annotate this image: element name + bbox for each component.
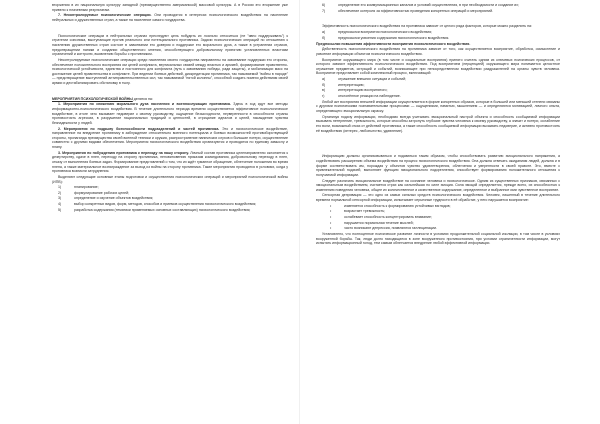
list-item-text: возрастает тревожность;	[344, 209, 386, 214]
list-item-text: интерпретацию;	[338, 82, 365, 87]
paragraph-text: Здесь в ход идут все методы информационно-психологического воздействия. В течение длительного периода времени осуществляется эффективное психологическое воздействие, в итоге чего вызывает недоверие к своему руководству, ощущение безысходности, неуверенности в способности страны противостоять агрессии, в разрушение национальных традиций и ценностей, в отрицание идеалов и целей, насаждение чувства безнадежности у людей.	[52, 102, 288, 125]
list-item	[52, 202, 288, 207]
list-item	[316, 36, 560, 41]
list-item	[316, 9, 560, 14]
subsection-heading: 1. Мероприятия по снижению морального духа населения и военнослужащих противника.	[58, 102, 231, 107]
list-marker: а)	[322, 77, 326, 82]
list-marker: 7)	[322, 8, 326, 13]
section-heading: 7. Неконтролируемые психологические операции.	[58, 13, 152, 18]
paragraph: Любой акт восприятия внешней информации осуществляется в форме конкретных образов, которые в большей или меньшей степени связаны с другими психическими познавательными процессами — ощущениями, памятью, мышлением — и определяются мотивацией, личного опыта, определяющего эмоциональную окраску.	[316, 99, 560, 113]
list-item	[316, 83, 560, 88]
list-item-text: разработка содержания (тематики применяемых основных составляющих) психологического воздействия;	[74, 207, 251, 212]
list-item	[316, 215, 560, 220]
spacer	[316, 14, 560, 24]
list-marker: в)	[322, 88, 326, 93]
bullet-icon: •	[330, 203, 332, 208]
list-item-text: отражение внешних ситуации и событий;	[338, 77, 407, 82]
subsection-heading: 3. Мероприятия по побуждению противника к переходу на нашу сторону.	[58, 150, 190, 155]
list-marker: 5)	[58, 207, 62, 212]
paragraph	[52, 151, 288, 174]
list-item	[316, 226, 560, 231]
paragraph	[52, 127, 288, 150]
list-marker: б)	[322, 82, 326, 87]
section-heading	[316, 42, 560, 47]
section-title-text: МЕРОПРИЯТИЯ ПСИХОЛОГИЧЕСКОЙ ВОЙНЫ	[52, 96, 133, 101]
paragraph: Организуя подачу информации, необходимо всегда учитывать эмоциональный настрой объекта и способность сообщаемой информации вызывать нетерпение, тревожность, которые способны затронуть глубокие чувства человека к своему руководству, а значит и потери, ослабление его воли, возможный отказ от действий противника, а также способность сообщаемой информации вызывать недоверие, и активно противостоять её воздействию (интерес, любопытство, удивление).	[316, 114, 560, 133]
paragraph: Следует различать эмоциональное воздействие на сознание человека и психологическое. Одним из существенных признаков, связанных с эмоциональным воздействием, считается страх как сильнейшая по силе эмоция. Сила эмоций определяется, прежде всего, их способностью к изменению поведения человека, общее их количественное и качественное содержание, определенное и выбранное ими чувственное восприятие.	[316, 178, 560, 192]
list-item-text: определение его коммуникационных каналов и условий осуществления, в при необходимости и создание их;	[338, 3, 520, 7]
factors-list	[316, 30, 560, 40]
bullet-icon: •	[330, 209, 332, 214]
paragraph-text: Они проводятся в интересах психологического воздействия на население нейтральных и дружественных стран, а также на население самого государства.	[52, 13, 288, 22]
paragraph: Эффективность психологического воздействия на противника зависит от целого ряда факторов, которые можно разделить на:	[322, 24, 532, 29]
section-heading-text: Предпосылки повышения эффективности восприятия психологического воздействия.	[316, 41, 471, 46]
subsection-heading: 2. Мероприятия по подрыву боеспособности подразделений и частей противника.	[58, 126, 220, 131]
paragraph: Психологические операции в нейтральных странах преследуют цель побудить их лояльно относиться (не "явно поддерживать") к стратегии союзника, выступающие против реального или потенциального противника. Задачи психологических операций по отношению к населению дружественных стран состоят в завоевании его доверия и поддержке его морального духа, а также в устранении страхов, предотвращении паники и создании общественного мнения, способствующего добровольному принятию установленных властями ограничений и контролю, выявлению борьбы с противником.	[52, 33, 288, 57]
paragraph: Выделяют следующие основные этапы подготовки и осуществления психологических операций и мероприятий психологической войны (ИПВ):	[52, 174, 288, 184]
list-item-text: обеспечение контроля за эффективностью проведения конкретных операций и мероприятий.	[338, 8, 494, 13]
list-item-text: отклонённое реакции на наблюдение.	[338, 94, 401, 99]
spacer	[52, 87, 288, 97]
list-item	[316, 209, 560, 214]
paragraph: Действенность психологического воздействия на противника зависит от того, как осуществляется восприятие, обработка, осмысление и усвоение информации объектом психологического воздействия.	[316, 47, 560, 56]
paragraph	[52, 13, 288, 22]
list-marker: 4)	[58, 202, 62, 207]
list-marker: г)	[322, 94, 325, 99]
list-marker: 3)	[58, 196, 62, 201]
list-item	[316, 77, 560, 82]
list-item-text: часто возникают депрессия, появляются галлюцинации.	[344, 226, 437, 231]
list-item	[52, 196, 288, 201]
list-item	[316, 3, 560, 8]
list-item	[316, 88, 560, 93]
list-item	[52, 208, 288, 213]
paragraph: Установлено, что полноценное психическое развитие личности в условиях продолжительной социальной изоляции, в том числе в условиях вооруженной борьбы. Так, люди долго находящиеся в зоне вооруженного противостояния, при условии ограниченности информации, могут испытать информационный голод, тем самым облегчается внедрение любой эффективной информации.	[316, 232, 560, 246]
stages-list-continued	[316, 3, 560, 13]
deprivation-effects-list	[316, 204, 560, 231]
list-item-text: изменяется способность к формированию устойчивых взглядов;	[344, 203, 451, 208]
stages-list	[52, 185, 288, 212]
list-marker: 2)	[58, 190, 62, 195]
list-item	[52, 185, 288, 190]
list-item-text: нарушается нормальная течение мыслей;	[344, 220, 414, 225]
list-item-text: определение и изучение объектов воздействия;	[74, 196, 154, 201]
paragraph-text: Это и психологическое воздействие, направленное на внедрение противнику в заблуждение относительно военного потенциала и боевых возможностей противоборствующей стороны, пропаганда преимущества своей военной техники и оружия, распространение панических слухов и большие потери, осуществление совместно с другими видами обеспечения. Мероприятия психологического воздействия организуются и проводятся по единому замыслу и плану.	[52, 126, 288, 149]
spacer	[52, 24, 288, 34]
bullet-icon: •	[330, 215, 332, 220]
paragraph: Неконтролируемые психологические операции среди населения своего государства направлены на завоевание поддержки его стороны, обеспечение положительного восприятия им целей конфликта, вертикальных связей между властью и армией, формирование нравственно-психологической устойчивости, единства и постоянного для конфликта (путь к завоеванию победы, ради защиты), и мобилизации масс на достижение целей правительства в конфликте. При ведении боевых действий, дискредитации противника, так называемой "войны в народе" — предотвращение выступлений антиправительственных сил, так называемой "пятой колонны", способной создать помехи действиям своей армии и дестабилизировать обстановку в тылу.	[52, 57, 288, 85]
list-item	[316, 221, 560, 226]
list-marker: 6)	[322, 3, 326, 7]
section-title	[52, 97, 288, 102]
right-page	[300, 0, 600, 424]
paragraph: Восприятие окружающего мира (в том числе и социальные восприятия) принято считать одним из ключевых психических процессов, от которого зависит эффективность психологического воздействия. Под восприятием (перцепцией) окружающего мира понимается целостное отражение предметов, ситуаций и событий, возникающее при непосредственном воздействии раздражителей на органы чувств человека. Восприятие представляет собой комплексный процесс, включающий:	[316, 57, 560, 76]
list-item-text: предпосылки усвоения содержания психологического воздействия.	[338, 35, 450, 40]
list-item-text: выбор конкретных видов, форм, методов, способов и приемов осуществления психологического воздействия;	[74, 202, 257, 207]
list-item-text: планирование;	[74, 185, 99, 190]
paragraph: вторжения в их национальную культуру западной (преимущественно американской) массовой культуры. А в России это вторжение уже привело к плачевным результатам.	[52, 3, 288, 12]
paragraph	[52, 102, 288, 125]
paragraph-text: Личный состав противника целенаправленно склоняется к дезертирству, сдаче в плен, переходу на сторону противника, неповиновению приказам командования, добровольному переходу в плен, отказу от выполнения боевых задач. Формирование представлений о том, что их ждёт гуманное обращение, облегчение положения во время плена, а также материальное вознаграждение за выход из войны на сторону противника. Такие мероприятия проводятся в условиях, когда у противника возникли затруднения.	[52, 150, 288, 174]
perception-list	[316, 77, 560, 98]
list-marker: б)	[322, 35, 326, 40]
list-item-text: формулирование рабочих целей;	[74, 190, 130, 195]
list-item	[316, 94, 560, 99]
bullet-icon: •	[330, 226, 332, 231]
list-item-text: интерпретацию воспринятого;	[338, 88, 388, 93]
section-title-tail: делятся на:	[132, 96, 153, 101]
bullet-icon: •	[330, 220, 332, 225]
spacer	[316, 134, 560, 154]
paragraph: Сенсорная депривация — это одно из самых сильных средств психологического воздействия. Человек, лишенный в течение длительного времени нормальной сенсорной информации, испытывает серьезные трудности в её обработке, у него нарушается восприятие:	[316, 193, 560, 203]
list-marker: a)	[322, 30, 326, 35]
list-item-text: ослабевает способность концентрировать внимание;	[344, 215, 432, 220]
list-item-text: предпосылки восприятия психологического воздействия;	[338, 30, 433, 35]
list-item	[52, 191, 288, 196]
paragraph: Информацию должны организовываться и подаваться таким образом, чтобы способствовать развитию эмоционального напряжения, а содействовать расширению объема воздействия на процесс психологического воздействия. Она должна отвечать ожиданиям людей, должна и в форме соответствовать им, порождая у объектов чувство удовлетворения, облегчения и уверенности в своей правоте. Это, вместе с привлекательной подачей, выполняет функцию эмоционального подкрепления, способствует формированию положительного отношения к получаемой информации.	[316, 154, 560, 177]
list-item	[316, 30, 560, 35]
list-marker: 1)	[58, 185, 62, 190]
list-item	[316, 204, 560, 209]
